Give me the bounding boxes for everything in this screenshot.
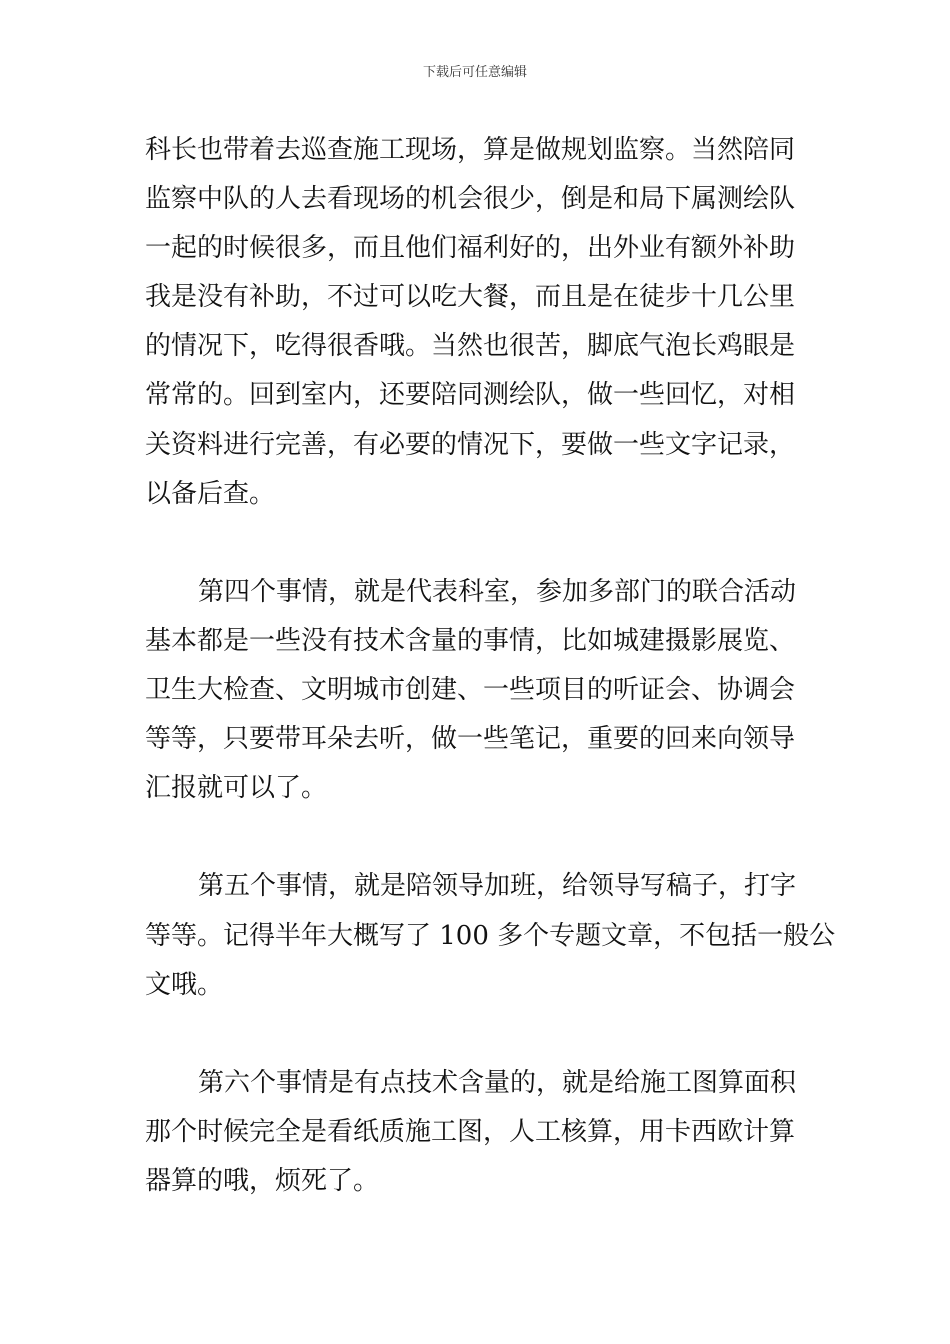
page-header: 下载后可任意编辑	[422, 65, 527, 80]
text-line: 等等。记得半年大概写了 100 多个专题文章，不包括一般公	[145, 920, 836, 951]
text-line: 文哦。	[145, 969, 224, 1000]
text-line: 一起的时候很多，而且他们福利好的，出外业有额外补助	[145, 233, 796, 264]
paragraph	[145, 1059, 807, 1206]
text-line: 的情况下，吃得很香哦。当然也很苦，脚底气泡长鸡眼是	[145, 331, 796, 362]
text-line: 那个时候完全是看纸质施工图，人工核算，用卡西欧计算	[145, 1116, 796, 1147]
text-line: 器算的哦，烦死了。	[145, 1165, 380, 1196]
document-body	[145, 126, 836, 1206]
text-line: 基本都是一些没有技术含量的事情，比如城建摄影展览、	[145, 625, 796, 656]
paragraph-spacer	[145, 813, 807, 862]
text-line: 等等，只要带耳朵去听，做一些笔记，重要的回来向领导	[145, 724, 796, 755]
text-line: 汇报就可以了。	[145, 773, 328, 804]
paragraph	[145, 862, 836, 1009]
text-line: 第四个事情，就是代表科室，参加多部门的联合活动	[198, 576, 797, 607]
text-line: 第六个事情是有点技术含量的，就是给施工图算面积	[198, 1067, 797, 1098]
text-line: 关资料进行完善，有必要的情况下，要做一些文字记录，	[145, 429, 796, 460]
paragraph-spacer	[145, 519, 807, 568]
paragraph	[145, 126, 807, 519]
text-line: 我是没有补助，不过可以吃大餐，而且是在徒步十几公里	[145, 282, 796, 313]
text-line: 常常的。回到室内，还要陪同测绘队，做一些回忆，对相	[145, 380, 796, 411]
paragraph	[145, 568, 807, 813]
paragraph-spacer	[145, 1010, 807, 1059]
text-line: 卫生大检查、文明城市创建、一些项目的听证会、协调会	[145, 675, 796, 706]
text-line: 第五个事情，就是陪领导加班，给领导写稿子，打字	[198, 871, 797, 902]
text-line: 监察中队的人去看现场的机会很少，倒是和局下属测绘队	[145, 184, 796, 215]
text-line: 科长也带着去巡查施工现场，算是做规划监察。当然陪同	[145, 135, 796, 165]
text-line: 以备后查。	[145, 478, 276, 509]
